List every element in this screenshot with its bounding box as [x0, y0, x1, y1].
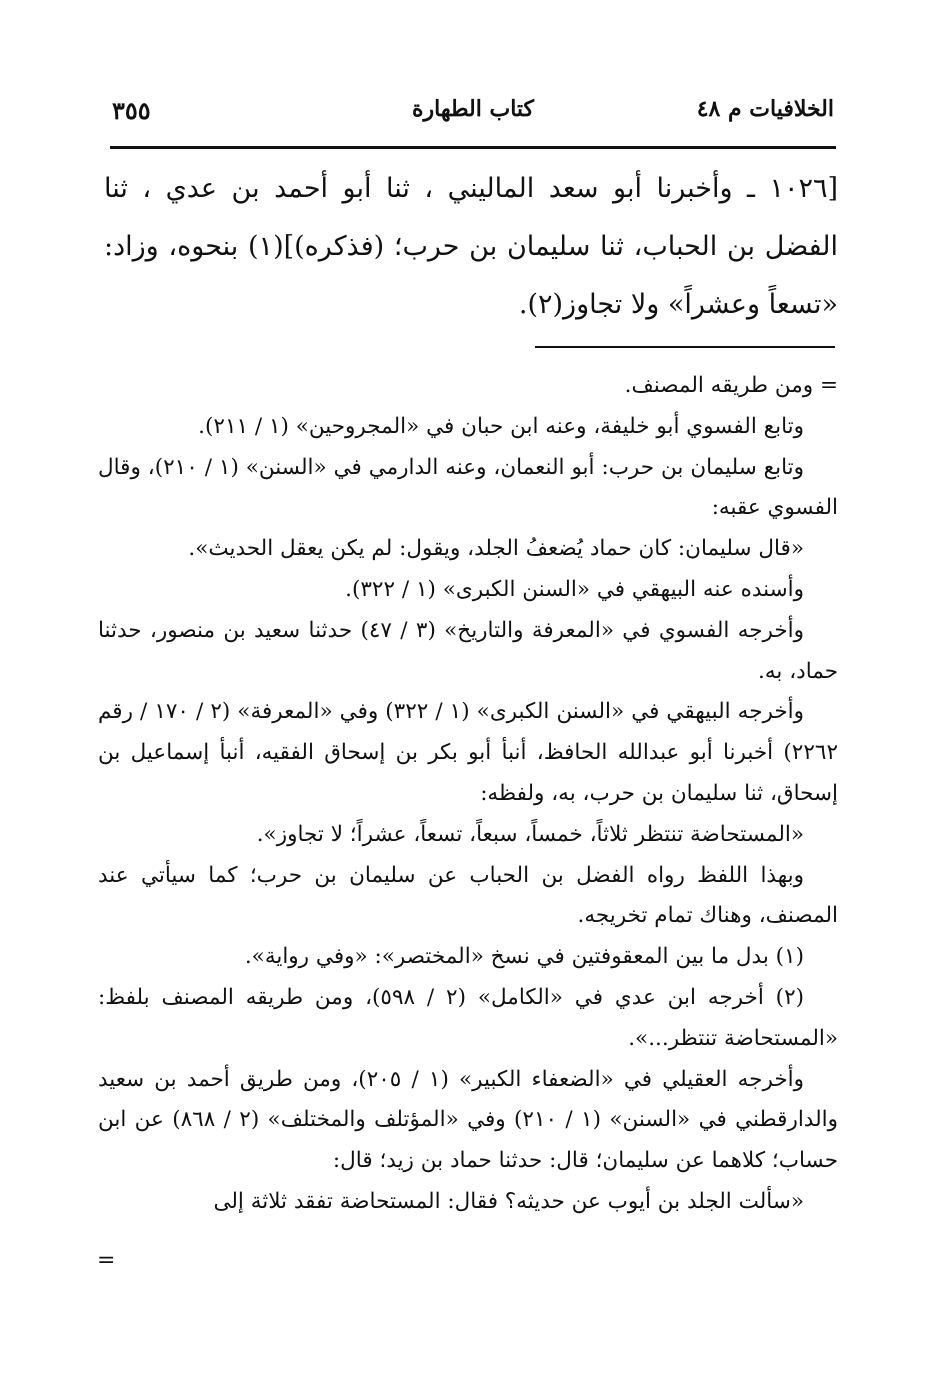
footnote-paragraph: «قال سليمان: كان حماد يُضعفُ الجلد، ويقول: لم يكن يعقل الحديث». — [188, 536, 804, 562]
running-header — [112, 96, 834, 136]
footnote-paragraph: وبهذا اللفظ رواه الفضل بن الحباب عن سليمان بن حرب؛ كما سيأتي عند المصنف، وهناك تمام تخريجه. — [98, 862, 838, 929]
page-number: ٣٥٥ — [112, 96, 151, 125]
footnote-paragraph: (١) بدل ما بين المعقوفتين في نسخ «المختصر»: «وفي رواية». — [244, 944, 804, 970]
footnote-paragraph: وأسنده عنه البيهقي في «السنن الكبرى» (١ / ٣٢٢). — [345, 576, 804, 602]
hadith-1026: [١٠٢٦ ـ وأخبرنا أبو سعد الماليني ، ثنا أبو أحمد بن عدي ، ثنا الفضل بن الحباب، ثنا سليمان بن حرب؛ (فذكره)](١) بنحوه، وزاد: «تسعاً وعشراً» ولا تجاوز(٢). — [104, 173, 838, 320]
footnote-paragraph: وتابع الفسوي أبو خليفة، وعنه ابن حبان في «المجروحين» (١ / ٢١١). — [198, 413, 804, 439]
continuation-mark: = — [97, 1248, 116, 1273]
header-book-title: كتاب الطهارة — [411, 96, 535, 122]
header-section-title: الخلافيات م ٤٨ — [696, 96, 834, 122]
footnote-paragraph: «المستحاضة تنتظر ثلاثاً، خمساً، سبعاً، تسعاً، عشراً؛ لا تجاوز». — [256, 821, 804, 847]
footnote-paragraph: وتابع سليمان بن حرب: أبو النعمان، وعنه الدارمي في «السنن» (١ / ٢١٠)، وقال الفسوي عقبه: — [98, 454, 838, 521]
footnote-paragraph: وأخرجه العقيلي في «الضعفاء الكبير» (١ / ٢٠٥)، ومن طريق أحمد بن سعيد والدارقطني في «السنن» (١ / ٢١٠) وفي «المؤتلف والمختلف» (٢ / ٨٦٨) عن ابن حساب؛ كلاهما عن سليمان؛ قال: حدثنا حماد بن زيد؛ قال: — [98, 1066, 838, 1174]
footnote-paragraph: = ومن طريقه المصنف. — [624, 373, 838, 398]
footnote-paragraph: وأخرجه البيهقي في «السنن الكبرى» (١ / ٣٢٢) وفي «المعرفة» (٢ / ١٧٠ / رقم ٢٢٦٢) أخبرنا أبو عبدالله الحافظ، أنبأ أبو بكر بن إسحاق الفقيه، أنبأ إسماعيل بن إسحاق، ثنا سليمان بن حرب، به، ولفظه: — [98, 699, 838, 806]
footnote-paragraph: وأخرجه الفسوي في «المعرفة والتاريخ» (٣ / ٤٧) حدثنا سعيد بن منصور، حدثنا حماد، به. — [98, 617, 838, 684]
header-rule — [110, 146, 836, 149]
footnote-separator — [535, 346, 835, 348]
footnote-paragraph: (٢) أخرجه ابن عدي في «الكامل» (٢ / ٥٩٨)، ومن طريقه المصنف بلفظ: «المستحاضة تنتظر...». — [98, 984, 838, 1051]
main-text — [104, 160, 838, 334]
footnotes — [98, 366, 838, 1223]
footnote-paragraph: «سألت الجلد بن أيوب عن حديثه؟ فقال: المستحاضة تفقد ثلاثة إلى — [213, 1188, 804, 1214]
